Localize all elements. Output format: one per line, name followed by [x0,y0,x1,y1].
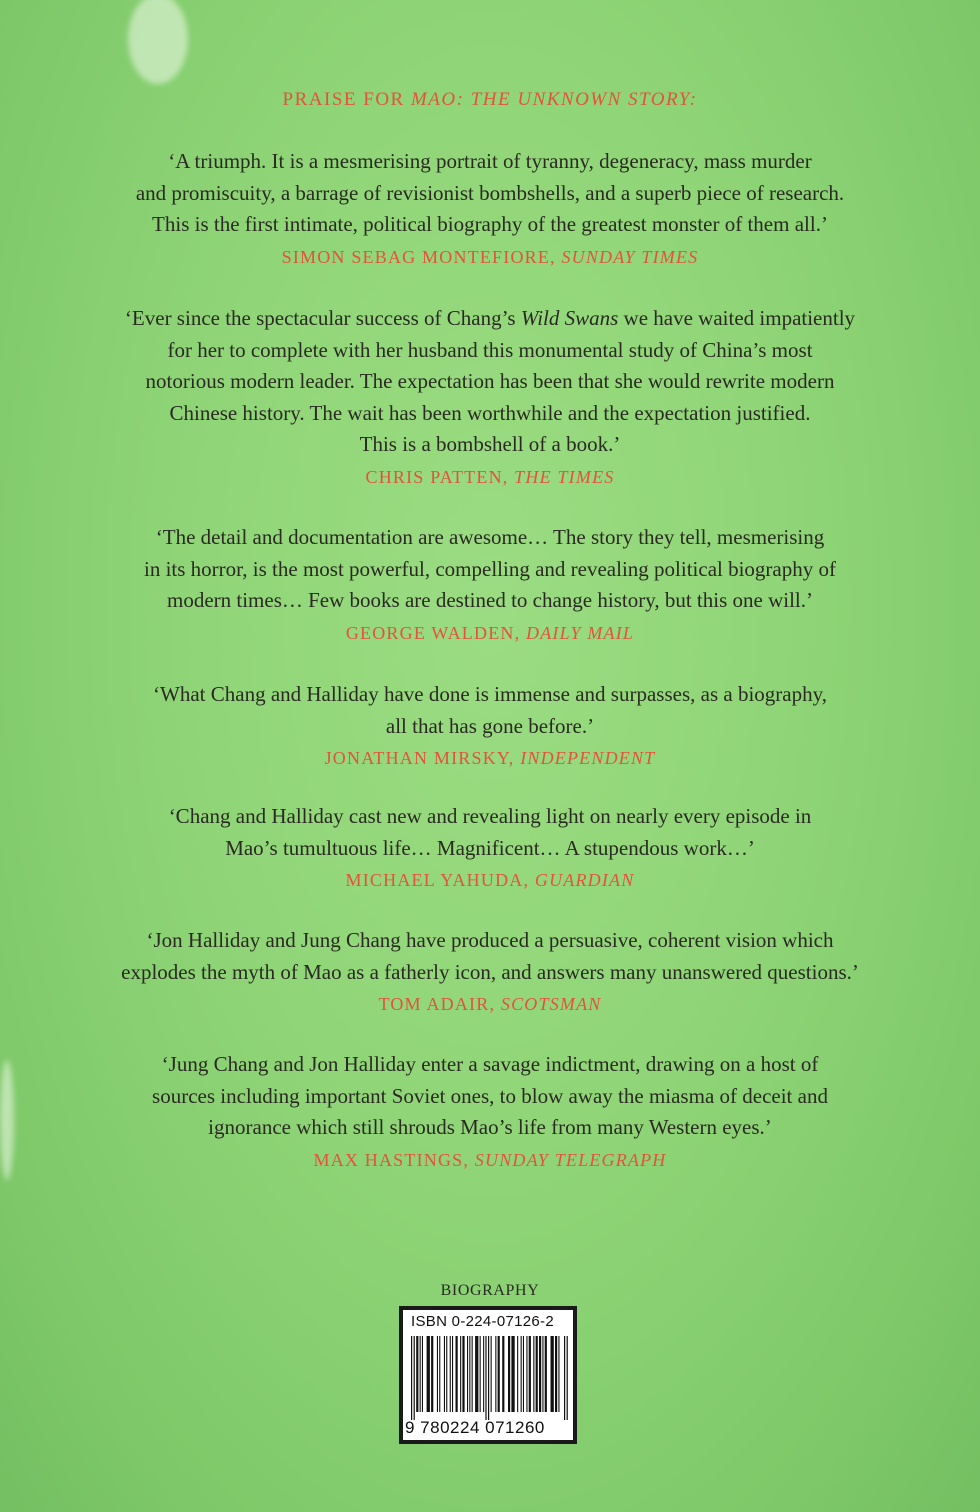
barcode-bar [475,1336,478,1412]
attribution-author: MAX HASTINGS, [313,1149,475,1170]
barcode-bar [517,1336,518,1412]
barcode-bar [498,1336,500,1412]
praise-heading [0,89,980,111]
barcode-bar [508,1336,510,1412]
barcode-bars [409,1336,569,1420]
barcode-bar [511,1336,514,1412]
barcode-bar [460,1336,461,1412]
quote-line: modern times… Few books are destined to change history, but this one will.’ [166,588,814,612]
barcode-bar [467,1336,468,1412]
quote-attribution [90,989,890,1020]
attribution-publication: GUARDIAN [534,870,635,890]
quote-line: in its horror, is the most powerful, compelling and revealing political biography of [143,556,836,581]
barcode-bar [446,1336,447,1412]
barcode-bar [414,1336,415,1420]
barcode-bar [462,1336,464,1412]
quote-attribution [90,865,890,896]
quote-text: we have waited impatiently [618,306,856,330]
review-quote [90,1049,890,1176]
isbn-barcode [399,1306,577,1444]
barcode-bar [491,1336,492,1412]
review-quote [90,925,890,1020]
quote-line: This is a bombshell of a book.’ [359,432,621,456]
attribution-author: SIMON SEBAG MONTEFIORE, [281,246,562,267]
barcode-bar [411,1336,412,1420]
quote-line: Chinese history. The wait has been worthwhile and the expectation justified. [169,400,811,425]
barcode-bar [452,1336,453,1412]
barcode-bar [539,1336,541,1412]
barcode-bar [439,1336,440,1412]
barcode-bar [536,1336,538,1412]
barcode-bar [431,1336,433,1412]
quote-attribution [90,618,890,649]
quote-attribution [90,242,890,273]
barcode-bar [416,1336,418,1412]
barcode-bar [427,1336,430,1412]
barcode-bar [523,1336,524,1412]
review-quote [90,303,890,493]
barcode-bar [564,1336,565,1420]
quote-line: This is the first intimate, political biography of the greatest monster of them all.’ [152,212,828,236]
barcode-bar [567,1336,568,1420]
barcode-bar [480,1336,481,1412]
barcode-bar [488,1336,489,1420]
barcode-bar [450,1336,451,1412]
attribution-author: CHRIS PATTEN, [365,466,515,487]
barcode-bar [529,1336,531,1412]
barcode-bar [485,1336,486,1420]
cover-wear-mark [0,1060,14,1180]
barcode-bar [545,1336,547,1412]
category-label: BIOGRAPHY [440,1282,540,1299]
barcode-bar [542,1336,543,1412]
quote-line: ‘Chang and Halliday cast new and revealing light on nearly every episode in [168,804,812,828]
attribution-publication: SUNDAY TELEGRAPH [474,1149,667,1170]
review-quote [90,146,890,273]
quote-attribution [90,743,890,774]
barcode-bar [469,1336,470,1412]
book-title: MAO: THE UNKNOWN STORY: [410,89,698,110]
attribution-publication: THE TIMES [514,466,615,487]
barcode-bar [444,1336,445,1412]
review-quote [90,801,890,896]
attribution-author: JONATHAN MIRSKY, [324,748,521,768]
book-reference: Wild Swans [520,306,619,330]
attribution-publication: SUNDAY TIMES [561,246,699,267]
quote-line: notorious modern leader. The expectation has been that she would rewrite modern [145,369,835,393]
quote-line [90,303,890,335]
attribution-author: TOM ADAIR, [378,994,501,1014]
review-quote [90,679,890,774]
barcode-bar [483,1336,484,1412]
barcode-bar [521,1336,522,1412]
barcode-bar [422,1336,423,1412]
quote-line: sources including important Soviet ones, to blow away the miasma of deceit and [152,1083,828,1108]
barcode-bar [495,1336,496,1412]
quote-line: ‘Jung Chang and Jon Halliday enter a savage indictment, drawing on a host of [161,1052,819,1076]
quote-text: ‘Ever since the spectacular success of Chang’s [124,306,521,330]
attribution-publication: INDEPENDENT [520,748,656,768]
quote-line: all that has gone before.’ [385,713,595,738]
barcode-bar [551,1336,554,1412]
quote-line: ‘What Chang and Halliday have done is immense and surpasses, as a biography, [153,682,827,706]
quote-attribution [90,1145,890,1176]
barcode-bar [502,1336,504,1412]
praise-heading-prefix: PRAISE FOR [282,89,411,110]
quote-attribution [90,462,890,493]
barcode-bar [420,1336,421,1412]
barcode-bar [555,1336,557,1412]
attribution-publication: DAILY MAIL [526,622,635,643]
cover-wear-mark [128,0,188,84]
quote-line: ‘The detail and documentation are awesome… The story they tell, mesmerising [155,525,825,549]
quote-line: ‘Jon Halliday and Jung Chang have produced a persuasive, coherent vision which [146,928,834,952]
barcode-bar [558,1336,559,1412]
quote-line: Mao’s tumultuous life… Magnificent… A stupendous work…’ [225,835,755,860]
attribution-author: GEORGE WALDEN, [345,622,526,643]
quote-line: ignorance which still shrouds Mao’s life from many Western eyes.’ [208,1115,772,1139]
ean-number: 9 780224 071260 [405,1418,545,1437]
barcode-bar [437,1336,438,1412]
attribution-author: MICHAEL YAHUDA, [345,870,535,890]
quote-line: for her to complete with her husband this monumental study of China’s most [167,337,813,362]
attribution-publication: SCOTSMAN [500,994,602,1014]
quote-line: explodes the myth of Mao as a fatherly icon, and answers many unanswered questions.’ [121,959,859,984]
quote-line: ‘A triumph. It is a mesmerising portrait of tyranny, degeneracy, mass murder [168,149,812,173]
barcode-bar [533,1336,534,1412]
review-quote [90,522,890,649]
quote-line: and promiscuity, a barrage of revisionist bombshells, and a superb piece of research. [135,180,845,205]
isbn-number: ISBN 0-224-07126-2 [411,1313,554,1330]
barcode-bar [472,1336,473,1412]
barcode-bar [526,1336,527,1412]
barcode-bar [456,1336,458,1412]
